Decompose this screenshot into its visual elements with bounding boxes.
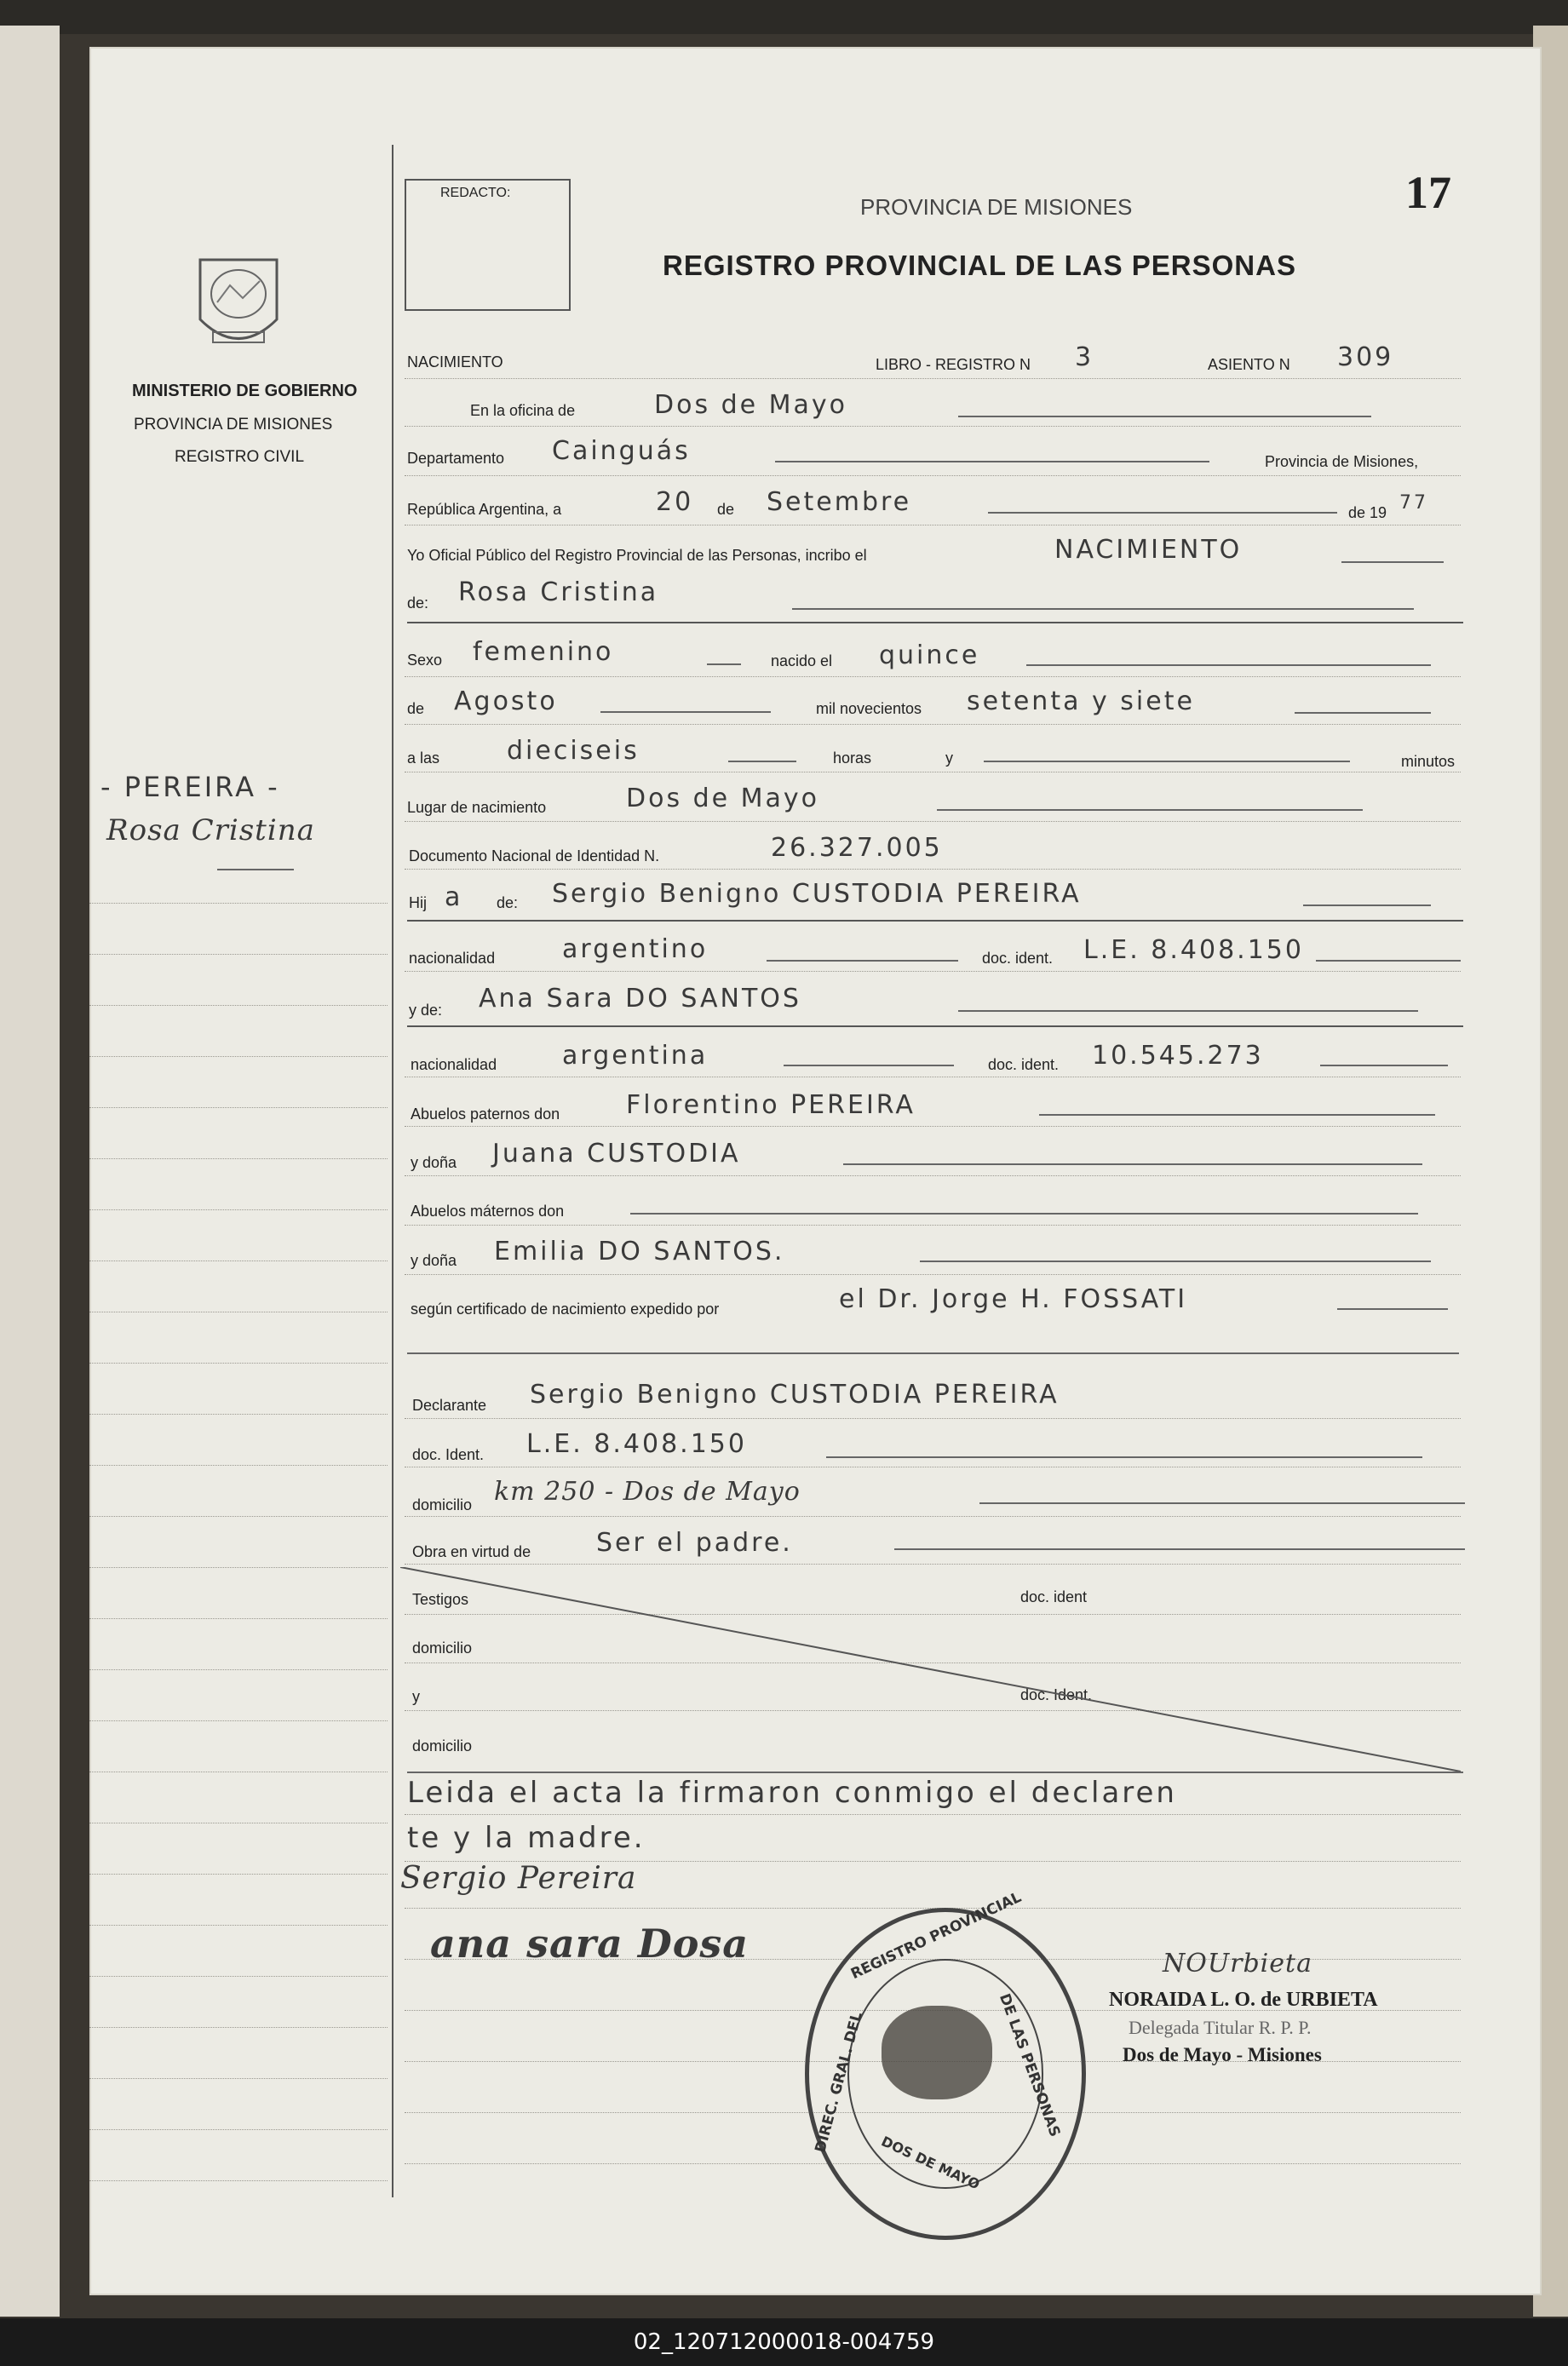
row-rule xyxy=(405,426,1461,428)
t-dom-label: domicilio xyxy=(412,1640,473,1657)
departamento-value: Cainguás xyxy=(552,436,691,466)
official-cargo: Delegada Titular R. P. P. xyxy=(1129,2017,1312,2038)
decl-doc-value: L.E. 8.408.150 xyxy=(526,1429,747,1459)
registro-heading: REGISTRO PROVINCIAL DE LAS PERSONAS xyxy=(663,250,1296,281)
margin-line xyxy=(392,145,393,2197)
declarante-label: Declarante xyxy=(412,1397,487,1414)
row-rule xyxy=(405,1564,1461,1565)
obra-line xyxy=(894,1548,1465,1551)
asiento-value: 309 xyxy=(1337,342,1394,372)
oficial-line xyxy=(1341,561,1444,564)
left-rule xyxy=(89,954,388,956)
doc-padre-label: doc. ident. xyxy=(982,950,1054,967)
abuelos-mat-label: Abuelos máternos don xyxy=(411,1203,565,1220)
row-rule xyxy=(405,475,1461,477)
padre-line xyxy=(1303,904,1431,907)
libro-value: 3 xyxy=(1075,342,1094,372)
left-rule xyxy=(89,1516,388,1518)
redacto-box xyxy=(405,179,571,311)
oficial-text: Yo Oficial Público del Registro Provincial de las Personas, incribo el xyxy=(407,547,867,564)
left-rule xyxy=(89,1158,388,1160)
cierre-line-1: Leida el acta la firmaron conmigo el declaren xyxy=(407,1776,1177,1810)
left-rule xyxy=(89,1465,388,1467)
provincia-heading: PROVINCIA DE MISIONES xyxy=(860,194,1133,220)
dni-value: 26.327.005 xyxy=(771,833,943,863)
horas-label: horas xyxy=(833,749,872,767)
doc-madre-line xyxy=(1320,1065,1448,1067)
row-rule xyxy=(405,1077,1461,1078)
ydona-label: y doña xyxy=(411,1154,457,1171)
nac-padre-label: nacionalidad xyxy=(409,950,496,967)
left-rule xyxy=(89,1312,388,1313)
obra-value: Ser el padre. xyxy=(596,1528,793,1558)
anio-nac-line xyxy=(1295,712,1431,715)
mes-value: Setembre xyxy=(767,487,912,517)
minutos-label: minutos xyxy=(1401,753,1456,770)
domicilio-line xyxy=(979,1502,1465,1505)
sexo-label: Sexo xyxy=(407,652,443,669)
coat-of-arms-icon xyxy=(183,243,294,362)
row-rule xyxy=(405,971,1461,973)
registro-civil-label: REGISTRO CIVIL xyxy=(175,448,305,466)
stamp-right-text: DE LAS PERSONAS xyxy=(995,1991,1064,2139)
departamento-label: Departamento xyxy=(407,450,505,467)
official-name: NORAIDA L. O. de URBIETA xyxy=(1109,1989,1378,2011)
left-rule xyxy=(89,1772,388,1773)
republica-label: República Argentina, a xyxy=(407,501,562,518)
decl-doc-label: doc. Ident. xyxy=(412,1446,485,1463)
hija-suffix: a xyxy=(445,882,463,912)
left-rule xyxy=(89,2180,388,2182)
oficina-value: Dos de Mayo xyxy=(654,390,848,420)
nombre-underline xyxy=(407,622,1463,624)
hora-line xyxy=(728,761,796,763)
nac-padre-value: argentino xyxy=(562,934,709,964)
hija-label: Hij xyxy=(409,894,427,911)
sexo-line xyxy=(707,663,741,666)
nacido-value: quince xyxy=(879,640,980,670)
padre-value: Sergio Benigno CUSTODIA PEREIRA xyxy=(552,879,1082,909)
de-label-nombre: de: xyxy=(407,594,429,612)
decl-doc-line xyxy=(826,1456,1422,1459)
strike-diagonal xyxy=(400,1567,1465,1780)
t-doc-label: doc. ident xyxy=(1020,1588,1088,1605)
left-provincia-label: PROVINCIA DE MISIONES xyxy=(134,416,333,434)
sexo-value: femenino xyxy=(473,637,614,667)
yde-label: y de: xyxy=(409,1002,443,1019)
nac-madre-line xyxy=(784,1065,954,1067)
anio-value: 77 xyxy=(1399,492,1428,514)
y-label-hora: y xyxy=(945,749,953,767)
de-label-1: de xyxy=(717,501,735,518)
abuela-pat-value: Juana CUSTODIA xyxy=(492,1139,741,1169)
hora-value: dieciseis xyxy=(507,736,640,766)
redacto-label: REDACTO: xyxy=(440,186,511,200)
ydona2-label: y doña xyxy=(411,1252,457,1269)
ministerio-label: MINISTERIO DE GOBIERNO xyxy=(132,382,358,400)
left-rule xyxy=(89,903,388,904)
domicilio-value: km 250 - Dos de Mayo xyxy=(494,1477,801,1507)
row-rule xyxy=(405,1274,1461,1276)
nac-madre-label: nacionalidad xyxy=(411,1056,497,1073)
t-doc2-label: doc. Ident. xyxy=(1020,1686,1093,1703)
left-rule xyxy=(89,1618,388,1620)
left-rule xyxy=(89,1005,388,1007)
scan-id-footer: 02_120712000018-004759 xyxy=(0,2318,1568,2366)
lugar-label: Lugar de nacimiento xyxy=(407,799,547,816)
doc-madre-label: doc. ident. xyxy=(988,1056,1060,1073)
de-label-2: de xyxy=(407,700,425,717)
row-rule xyxy=(405,869,1461,870)
stamp-left-text: DIREC. GRAL. DEL xyxy=(812,2010,866,2155)
nombre-line xyxy=(792,608,1414,611)
nacimiento-label: NACIMIENTO xyxy=(407,353,503,370)
row-rule xyxy=(405,1175,1461,1177)
left-rule xyxy=(89,1669,388,1671)
t-dom2-label: domicilio xyxy=(412,1737,473,1754)
row-rule xyxy=(405,1126,1461,1128)
mes-line xyxy=(988,512,1337,514)
anio-label: de 19 xyxy=(1348,504,1387,521)
left-rule xyxy=(89,2027,388,2029)
row-rule xyxy=(405,724,1461,726)
row-rule xyxy=(405,1225,1461,1226)
obra-label: Obra en virtud de xyxy=(412,1543,531,1560)
official-lugar: Dos de Mayo - Misiones xyxy=(1123,2044,1322,2065)
mes-nac-value: Agosto xyxy=(454,686,558,716)
cierre-line-2: te y la madre. xyxy=(407,1821,646,1855)
mil-label: mil novecientos xyxy=(816,700,922,717)
book-top-edge xyxy=(0,0,1568,34)
declarante-value: Sergio Benigno CUSTODIA PEREIRA xyxy=(530,1380,1060,1410)
abuelo-mat-line xyxy=(630,1213,1418,1215)
madre-value: Ana Sara DO SANTOS xyxy=(479,984,801,1014)
signature-madre: ana sara Dosa xyxy=(430,1921,750,1967)
row-rule xyxy=(405,1467,1461,1468)
left-rule xyxy=(89,1823,388,1824)
cert-label: según certificado de nacimiento expedido por xyxy=(411,1301,720,1318)
nacido-label: nacido el xyxy=(771,652,833,669)
domicilio-label: domicilio xyxy=(412,1496,473,1513)
left-rule xyxy=(89,1107,388,1109)
nac-madre-value: argentina xyxy=(562,1041,709,1071)
left-rule xyxy=(89,1567,388,1569)
left-rule xyxy=(89,1414,388,1416)
madre-line xyxy=(958,1010,1418,1013)
stamp-emblem-icon xyxy=(882,2006,992,2099)
row-rule xyxy=(405,1418,1461,1420)
margin-name: Rosa Cristina xyxy=(106,813,315,847)
left-rule xyxy=(89,1363,388,1364)
doc-padre-value: L.E. 8.408.150 xyxy=(1083,935,1304,965)
margin-surname: - PEREIRA - xyxy=(101,771,280,803)
official-signature: NOUrbieta xyxy=(1163,1949,1312,1978)
padre-underline xyxy=(407,920,1463,922)
oficina-line xyxy=(958,416,1371,418)
folio-number: 17 xyxy=(1405,167,1451,218)
left-rule xyxy=(89,1976,388,1978)
row-rule xyxy=(405,772,1461,773)
book-left-page xyxy=(0,26,60,2317)
left-rule xyxy=(89,1720,388,1722)
row-rule xyxy=(405,821,1461,823)
nacido-line xyxy=(1026,664,1431,667)
departamento-line xyxy=(775,461,1209,463)
minutos-line xyxy=(984,761,1350,763)
cert-value: el Dr. Jorge H. FOSSATI xyxy=(839,1284,1188,1314)
dia-value: 20 xyxy=(656,487,694,517)
mes-nac-line xyxy=(600,711,771,714)
libro-label: LIBRO - REGISTRO N xyxy=(876,356,1031,373)
cert-line-2 xyxy=(407,1352,1459,1355)
left-rule xyxy=(89,2129,388,2131)
t-y-label: y xyxy=(412,1688,420,1705)
left-rule xyxy=(89,1925,388,1927)
abuela-mat-line xyxy=(920,1261,1431,1263)
madre-underline xyxy=(407,1025,1463,1028)
row-rule xyxy=(405,378,1461,380)
provincia-label: Provincia de Misiones, xyxy=(1265,453,1419,470)
abuelo-pat-line xyxy=(1039,1114,1435,1117)
left-rule xyxy=(89,1261,388,1262)
nombre-value: Rosa Cristina xyxy=(458,577,659,607)
dni-label: Documento Nacional de Identidad N. xyxy=(409,847,660,864)
row-rule xyxy=(405,1516,1461,1518)
testigos-end-line xyxy=(407,1772,1463,1774)
margin-name-underline xyxy=(217,869,294,871)
doc-padre-line xyxy=(1316,960,1461,962)
left-rule xyxy=(89,1056,388,1058)
abuela-pat-line xyxy=(843,1163,1422,1166)
hija-de-label: de: xyxy=(497,894,519,911)
stamp-top-text: REGISTRO PROVINCIAL xyxy=(848,1888,1025,1984)
cert-line xyxy=(1337,1308,1448,1311)
oficial-value: NACIMIENTO xyxy=(1054,535,1243,565)
lugar-line xyxy=(937,809,1363,812)
abuela-mat-value: Emilia DO SANTOS. xyxy=(494,1237,785,1266)
left-rule xyxy=(89,2078,388,2080)
testigos-label: Testigos xyxy=(412,1591,469,1608)
lugar-value: Dos de Mayo xyxy=(626,784,820,813)
abuelos-pat-label: Abuelos paternos don xyxy=(411,1105,560,1123)
abuelo-pat-value: Florentino PEREIRA xyxy=(626,1090,916,1120)
oficina-label: En la oficina de xyxy=(470,402,576,419)
anio-nac-value: setenta y siete xyxy=(967,686,1195,716)
stamp-center-text: DOS DE MAYO xyxy=(878,2133,983,2193)
signature-declarante: Sergio Pereira xyxy=(400,1861,637,1896)
alas-label: a las xyxy=(407,749,440,767)
left-rule xyxy=(89,1874,388,1875)
left-rule xyxy=(89,1209,388,1211)
row-rule xyxy=(405,525,1461,526)
asiento-label: ASIENTO N xyxy=(1208,356,1290,373)
row-rule xyxy=(405,1814,1461,1816)
doc-madre-value: 10.545.273 xyxy=(1092,1041,1264,1071)
row-rule xyxy=(405,676,1461,678)
nac-padre-line xyxy=(767,960,958,962)
